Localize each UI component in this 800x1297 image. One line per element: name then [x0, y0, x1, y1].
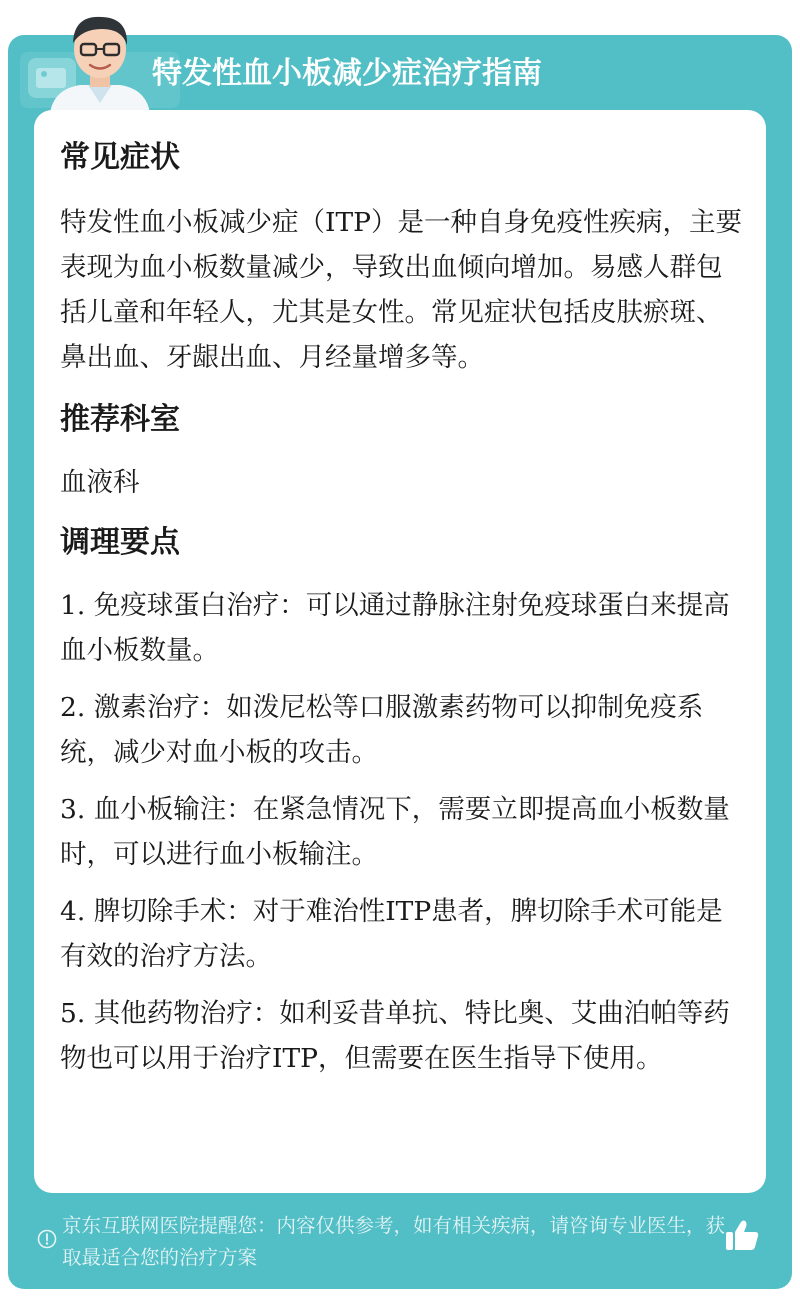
care-tip-item: 2. 激素治疗：如泼尼松等口服激素药物可以抑制免疫系统，减少对血小板的攻击。 [60, 692, 704, 768]
care-tip-item: 5. 其他药物治疗：如利妥昔单抗、特比奥、艾曲泊帕等药物也可以用于治疗ITP，但需要在医生指导下使用。 [60, 998, 730, 1074]
footer-disclaimer: 京东互联网医院提醒您：内容仅供参考，如有相关疾病，请咨询专业医生，获取最适合您的治疗方案 [62, 1214, 726, 1269]
info-icon [37, 1229, 57, 1249]
doctor-avatar-icon [40, 5, 160, 113]
care-heading: 调理要点 [60, 525, 180, 560]
card-content [60, 132, 744, 1093]
department-heading: 推荐科室 [60, 402, 180, 437]
care-tip-item: 3. 血小板输注：在紧急情况下，需要立即提高血小板数量时，可以进行血小板输注。 [60, 794, 730, 870]
care-tips-list [60, 583, 744, 1081]
care-tip-item: 4. 脾切除手术：对于难治性ITP患者，脾切除手术可能是有效的治疗方法。 [60, 896, 723, 972]
content-card [34, 110, 766, 1193]
care-tip-item: 1. 免疫球蛋白治疗：可以通过静脉注射免疫球蛋白来提高血小板数量。 [60, 590, 730, 666]
department-text: 血液科 [60, 467, 140, 498]
symptoms-heading: 常见症状 [60, 140, 180, 175]
symptoms-text: 特发性血小板减少症（ITP）是一种自身免疫性疾病，主要表现为血小板数量减少，导致出血倾向增加。易感人群包括儿童和年轻人，尤其是女性。常见症状包括皮肤瘀斑、鼻出血、牙龈出血、月经量增多等。 [60, 207, 742, 373]
page-title: 特发性血小板减少症治疗指南 [152, 56, 542, 91]
thumbs-up-icon[interactable] [724, 1218, 760, 1252]
